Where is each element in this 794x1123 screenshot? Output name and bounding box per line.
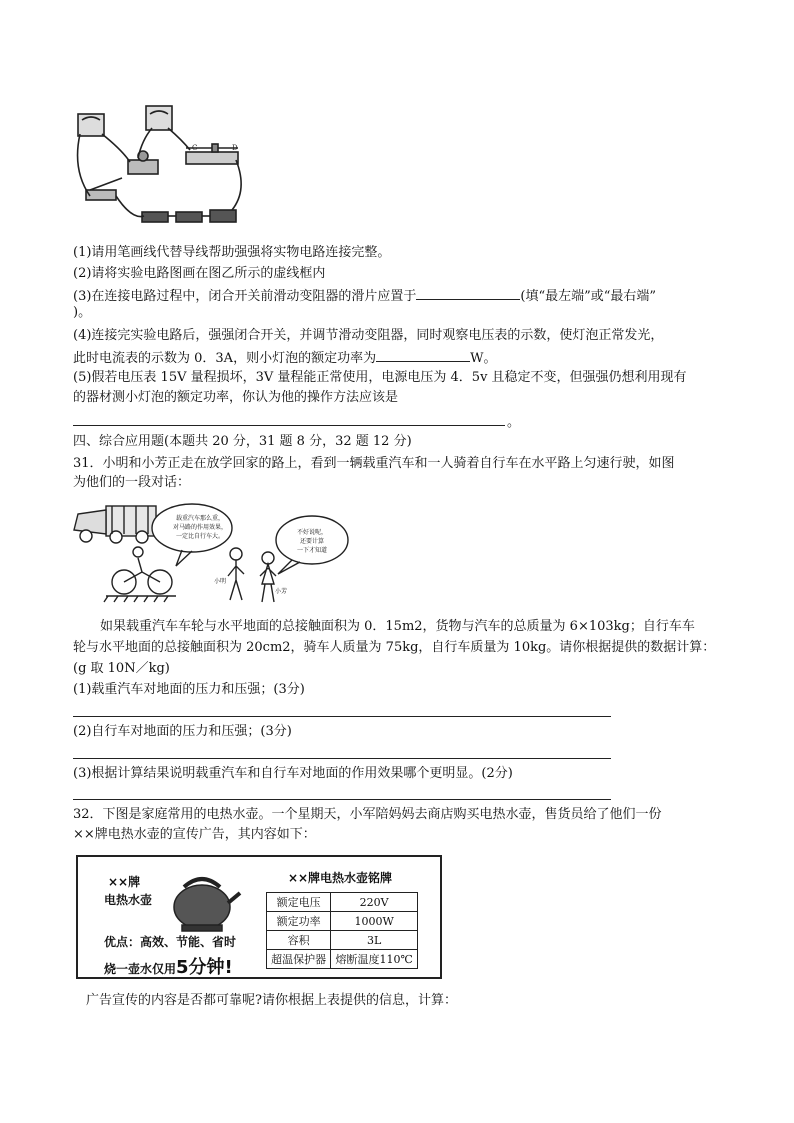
bubble-right-line1: 不好说呢，: [296, 529, 327, 536]
section-heading: 四、综合应用题(本题共 20 分，31 题 8 分，32 题 12 分): [73, 434, 412, 449]
question-3-end: )。: [73, 305, 92, 320]
question-4-text: 此时电流表的示数为 0．3A，则小灯泡的额定功率为: [73, 351, 377, 366]
plate-value: 220V: [331, 893, 418, 912]
plate-value: 熔断温度110℃: [331, 950, 418, 969]
plate-label: 额定功率: [267, 912, 331, 931]
rheostat-label-d: D: [232, 144, 238, 152]
question-1: (1)请用笔画线代替导线帮助强强将实物电路连接完整。: [73, 245, 391, 260]
bubble-left-line3: 一定比自行车大。: [175, 533, 224, 540]
question-5-line2: 的器材测小灯泡的额定功率，你认为他的操作方法应该是: [73, 390, 399, 405]
plate-row: [267, 931, 418, 950]
q31-sub3: (3)根据计算结果说明载重汽车和自行车对地面的作用效果哪个更明显。(2分): [73, 766, 513, 781]
plate-row: [267, 950, 418, 969]
q31-sub1: (1)载重汽车对地面的压力和压强；(3分): [73, 682, 305, 697]
q32-question: 广告宣传的内容是否都可靠呢?请你根据上表提供的信息，计算：: [86, 993, 457, 1008]
q31-body-line1: 如果载重汽车车轮与水平地面的总接触面积为 0．15m2，货物与汽车的总质量为 6×103kg；自行车车: [100, 619, 695, 634]
answer-line-31-1[interactable]: [73, 716, 611, 717]
question-5-end: 。: [507, 415, 521, 430]
answer-blank-3[interactable]: [416, 286, 520, 300]
plate-table: [266, 892, 418, 969]
q32-intro-line2: ××牌电热水壶的宣传广告，其内容如下：: [73, 827, 316, 842]
q31-intro-line1: 31．小明和小芳正走在放学回家的路上，看到一辆载重汽车和一人骑着自行车在水平路上匀速行驶，如图: [73, 456, 675, 471]
ad-brand: ××牌: [108, 875, 141, 889]
ad-merit-text: 烧一壶水仅用: [104, 962, 177, 976]
bubble-right: [282, 528, 342, 555]
rheostat-label-c: C: [192, 144, 198, 152]
question-3-hint: (填“最左端”或“最右端”: [520, 289, 657, 304]
question-2: (2)请将实验电路图画在图乙所示的虚线框内: [73, 266, 326, 281]
q31-body-line3: (g 取 10N／kg): [73, 661, 170, 676]
ad-merit-line2: [104, 953, 233, 979]
plate-row: [267, 893, 418, 912]
ad-merit-line1: 优点：高效、节能、省时: [104, 935, 237, 949]
plate-row: [267, 912, 418, 931]
plate-value: 3L: [331, 931, 418, 950]
plate-label: 超温保护器: [267, 950, 331, 969]
question-4-line2: [73, 348, 496, 368]
nameplate: [266, 869, 414, 969]
q31-intro-line2: 为他们的一段对话：: [73, 475, 191, 490]
bubble-left: [160, 514, 240, 541]
bubble-left-line2: 对马路的作用效果，: [172, 524, 227, 531]
advertisement-box: [76, 855, 442, 979]
answer-blank-4[interactable]: [376, 348, 470, 362]
q31-body-line2: 轮与水平地面的总接触面积为 20cm2，骑车人质量为 75kg，自行车质量为 10kg。请你根据提供的数据计算：: [73, 640, 716, 655]
plate-label: 额定电压: [267, 893, 331, 912]
answer-line-31-3[interactable]: [73, 799, 611, 800]
q32-intro-line1: 32．下图是家庭常用的电热水壶。一个星期天，小军陪妈妈去商店购买电热水壶，售货员给了他们一份: [73, 807, 662, 822]
question-3-text: (3)在连接电路过程中，闭合开关前滑动变阻器的滑片应置于: [73, 289, 417, 304]
q31-sub2: (2)自行车对地面的压力和压强；(3分): [73, 724, 292, 739]
kettle-icon: [162, 867, 242, 933]
plate-value: 1000W: [331, 912, 418, 931]
question-4-unit: W。: [470, 351, 497, 366]
circuit-figure: [72, 100, 252, 240]
ad-product: 电热水壶: [104, 893, 153, 907]
bubble-right-line2: 还要计算: [299, 538, 324, 545]
question-5-line1: (5)假若电压表 15V 量程损坏，3V 量程能正常使用，电源电压为 4．5v 且稳定不变，但强强仍想利用现有: [73, 370, 687, 385]
bubble-right-line3: 一下才知道: [296, 547, 327, 554]
question-4-line1: (4)连接完实验电路后，强强闭合开关，并调节滑动变阻器，同时观察电压表的示数，使灯泡正常发光，: [73, 328, 664, 343]
label-xiaofang: 小芳: [275, 588, 288, 595]
label-xiaoming: 小明: [214, 578, 227, 585]
plate-label: 容积: [267, 931, 331, 950]
answer-line-5[interactable]: [73, 425, 505, 426]
question-3: [73, 286, 656, 306]
answer-line-31-2[interactable]: [73, 758, 611, 759]
bubble-left-line1: 载重汽车那么重，: [175, 515, 224, 522]
ad-merit-highlight: 5分钟!: [176, 957, 233, 978]
plate-title: ××牌电热水壶铭牌: [287, 871, 393, 885]
